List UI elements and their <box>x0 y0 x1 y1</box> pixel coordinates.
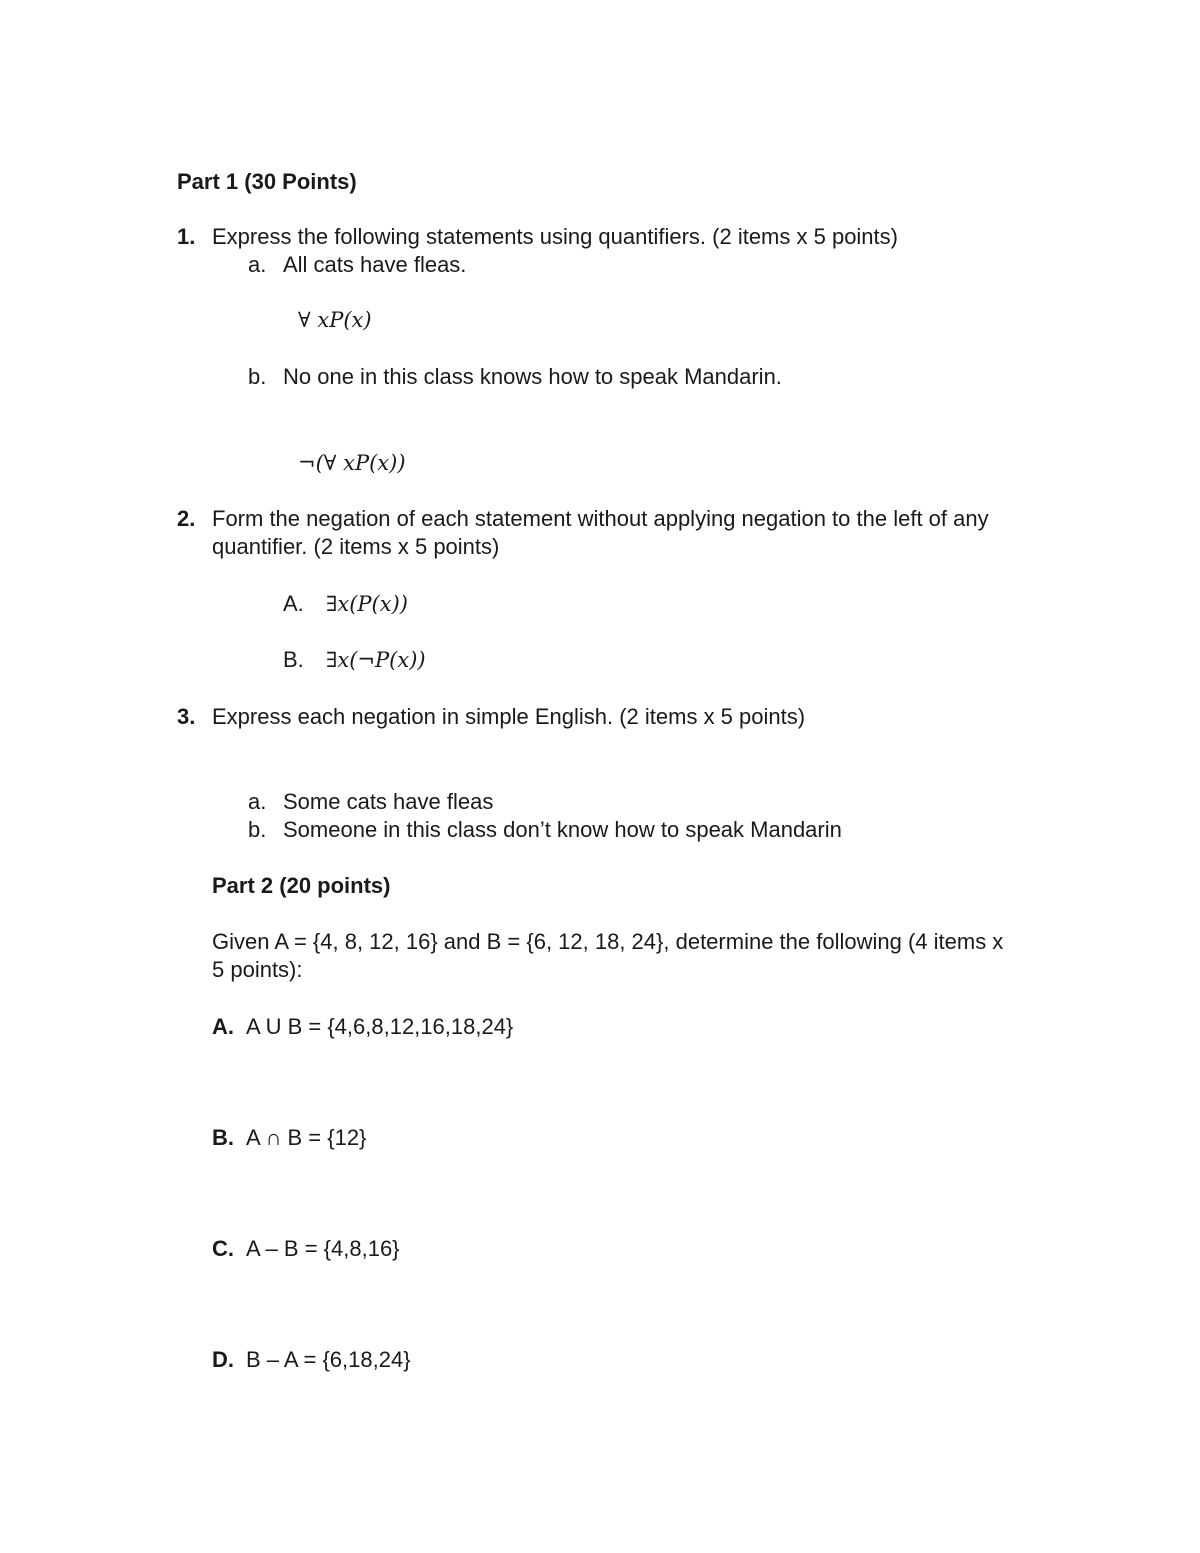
part2-heading: Part 2 (20 points) <box>212 873 391 898</box>
answer-A-marker: A. <box>212 1014 234 1039</box>
answer-D-text: B – A = {6,18,24} <box>246 1347 411 1372</box>
answer-A-text: A U B = {4,6,8,12,16,18,24} <box>246 1014 514 1039</box>
part1-heading: Part 1 (30 Points) <box>177 169 357 194</box>
q2A-formula: ∃x(P(x)) <box>326 592 408 616</box>
answer-C-text: A – B = {4,8,16} <box>246 1236 400 1261</box>
q3b-marker: b. <box>248 817 267 842</box>
answer-B-marker: B. <box>212 1125 234 1150</box>
answer-D-marker: D. <box>212 1347 234 1372</box>
q1a-text: All cats have fleas. <box>283 252 467 277</box>
q1-text: Express the following statements using quantifiers. (2 items x 5 points) <box>212 224 898 249</box>
q2B-formula: ∃x(¬P(x)) <box>326 648 426 672</box>
q2-number: 2. <box>177 506 196 531</box>
q1b-marker: b. <box>248 364 267 389</box>
q1b-formula: ¬(∀ xP(x)) <box>298 451 406 475</box>
q3-text: Express each negation in simple English. (2 items x 5 points) <box>212 704 806 729</box>
q2-line2: quantifier. (2 items x 5 points) <box>212 534 500 559</box>
q1a-marker: a. <box>248 252 267 277</box>
q2B-marker: B. <box>283 647 304 672</box>
q1a-formula: ∀ xP(x) <box>298 308 372 332</box>
q3a-marker: a. <box>248 789 267 814</box>
q3a-text: Some cats have fleas <box>283 789 494 814</box>
part2-intro-line2: 5 points): <box>212 957 303 982</box>
part2-intro-line1: Given A = {4, 8, 12, 16} and B = {6, 12, 18, 24}, determine the following (4 items x <box>212 929 1004 954</box>
q3b-text: Someone in this class don’t know how to speak Mandarin <box>283 817 842 842</box>
answer-B-text: A ∩ B = {12} <box>246 1125 367 1150</box>
q1-number: 1. <box>177 224 196 249</box>
q2-line1: Form the negation of each statement without applying negation to the left of any <box>212 506 989 531</box>
q2A-marker: A. <box>283 591 304 616</box>
answer-C-marker: C. <box>212 1236 234 1261</box>
q1b-text: No one in this class knows how to speak Mandarin. <box>283 364 782 389</box>
q3-number: 3. <box>177 704 196 729</box>
